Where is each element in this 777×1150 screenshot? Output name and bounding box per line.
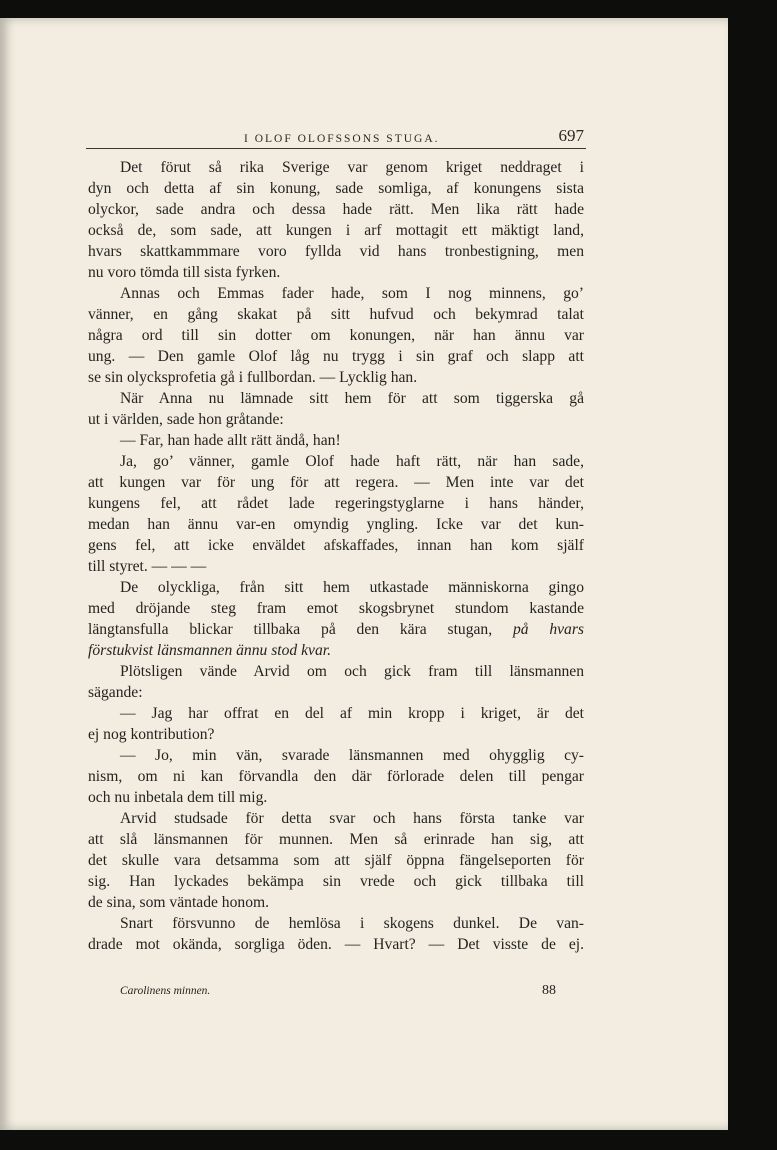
text-line: ut i världen, sade hon gråtande: <box>88 411 284 428</box>
text-line: ung. — Den gamle Olof låg nu trygg i sin graf och slapp att <box>88 348 584 365</box>
text-line: sig. Han lyckades bekämpa sin vrede och gick tillbaka till <box>88 873 584 890</box>
text-line: dyn och detta af sin konung, sade somliga, af konungens sista <box>88 180 584 197</box>
text-line: — Jag har offrat en del af min kropp i kriget, är det <box>120 705 584 722</box>
text-line: medan han ännu var-en omyndig yngling. Icke var det kun- <box>88 516 584 533</box>
text-line: olyckor, sade andra och dessa hade rätt. Men lika rätt hade <box>88 201 584 218</box>
text-line-roman: längtansfulla blickar tillbaka på den kära stugan, <box>88 621 493 638</box>
text-line: vänner, en gång skakat på sitt hufvud och bekymrad talat <box>88 306 584 323</box>
text-line: se sin olycksprofetia gå i fullbordan. — Lycklig han. <box>88 369 418 386</box>
text-line: sägande: <box>88 684 143 701</box>
header-rule <box>86 148 586 149</box>
text-line: det skulle vara detsamma som att själf öppna fängelseporten för <box>88 852 584 869</box>
text-line: nism, om ni kan förvandla den där förlorade delen till pengar <box>88 768 584 785</box>
text-line: Det förut så rika Sverige var genom kriget neddraget i <box>120 159 584 176</box>
running-title: I OLOF OLOFSSONS STUGA. <box>244 133 440 145</box>
text-line <box>88 619 584 640</box>
text-line: hvars skattkammmare voro fyllda vid hans tronbestigning, men <box>88 243 584 260</box>
text-line: också de, som sade, att kungen i arf mottagit ett mäktigt land, <box>88 222 584 239</box>
text-line: Snart försvunno de hemlösa i skogens dunkel. De van- <box>120 915 584 932</box>
text-line: förstukvist länsmannen ännu stod kvar. <box>88 642 331 659</box>
text-line: och nu inbetala dem till mig. <box>88 789 268 806</box>
text-line: — Far, han hade allt rätt ändå, han! <box>120 432 341 449</box>
text-line: Arvid studsade för detta svar och hans första tanke var <box>120 810 584 827</box>
text-line: Annas och Emmas fader hade, som I nog minnens, go’ <box>120 285 584 302</box>
signature-mark: Carolinens minnen. <box>120 985 211 997</box>
page-footer <box>120 985 560 1005</box>
text-line: ej nog kontribution? <box>88 726 215 743</box>
text-line: — Jo, min vän, svarade länsmannen med ohygglig cy- <box>120 747 584 764</box>
text-line: att kungen var för ung för att regera. — Men inte var det <box>88 474 584 491</box>
text-line: de sina, som väntade honom. <box>88 894 270 911</box>
text-line: gens fel, att icke enväldet afskaffades, innan han kom själf <box>88 537 584 554</box>
text-line: med dröjande steg fram emot skogsbrynet stundom kastande <box>88 600 584 617</box>
text-line: nu voro tömda till sista fyrken. <box>88 264 281 281</box>
text-line: De olyckliga, från sitt hem utkastade människorna gingo <box>120 579 584 596</box>
body-text <box>88 157 584 955</box>
text-line-italic: på hvars <box>512 621 584 638</box>
text-line: När Anna nu lämnade sitt hem för att som tiggerska gå <box>120 390 584 407</box>
text-line: drade mot okända, sorgliga öden. — Hvart? — Det visste de ej. <box>88 936 584 953</box>
text-line: kungens fel, att rådet lade regeringstyglarne i hans händer, <box>88 495 584 512</box>
text-line: att slå länsmannen för munnen. Men så erinrade han sig, att <box>88 831 584 848</box>
text-line: till styret. — — — <box>88 558 207 575</box>
text-line: några ord till sin dotter om konungen, när han ännu var <box>88 327 584 344</box>
sheet-number: 88 <box>542 983 556 998</box>
text-line: Plötsligen vände Arvid om och gick fram till länsmannen <box>120 663 584 680</box>
text-line: Ja, go’ vänner, gamle Olof hade haft rätt, när han sade, <box>120 453 584 470</box>
page-number: 697 <box>558 126 584 145</box>
